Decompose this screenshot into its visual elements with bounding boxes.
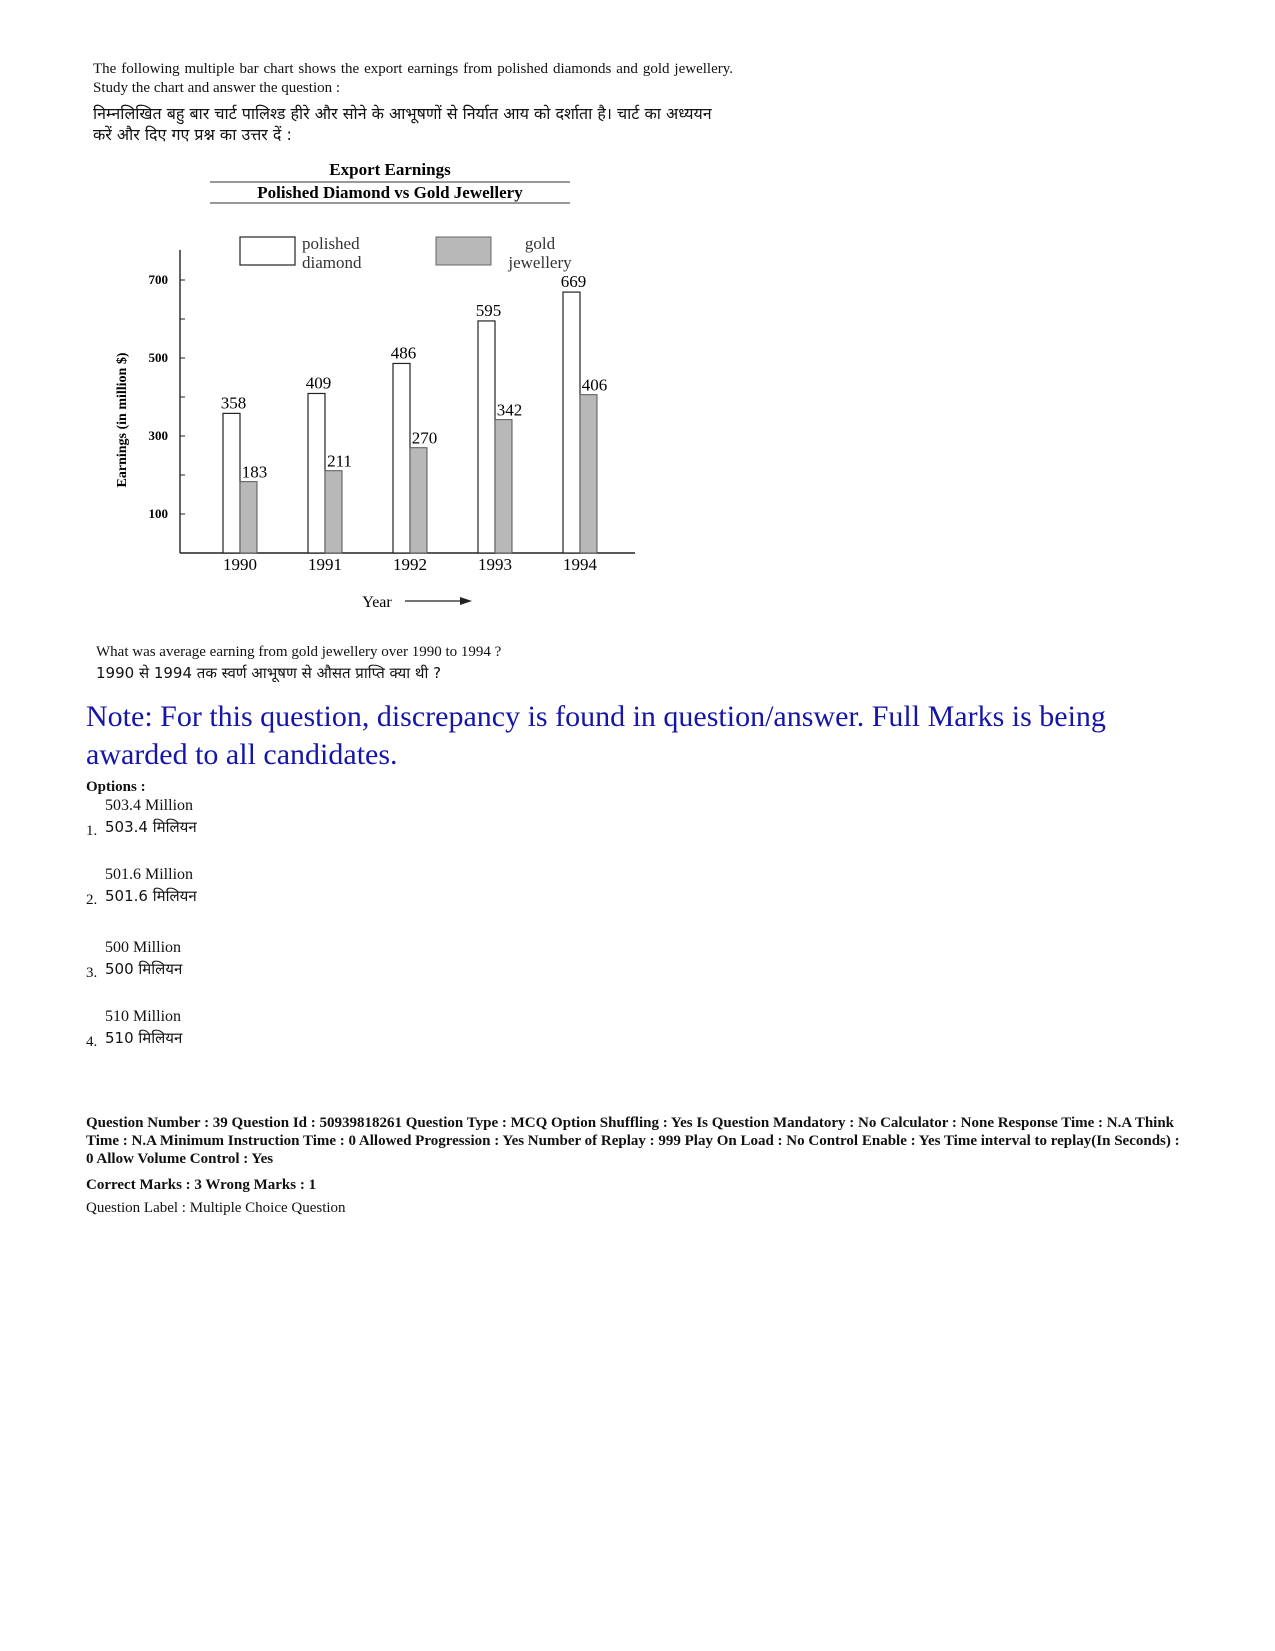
- bar-gold-jewellery: [495, 420, 512, 553]
- question-label: Question Label : Multiple Choice Question: [86, 1200, 346, 1216]
- bar-polished-diamond: [223, 413, 240, 553]
- option-1[interactable]: [86, 797, 386, 857]
- legend-label-gold-jewellery: gold jewellery: [508, 234, 572, 272]
- options-heading: Options :: [86, 779, 146, 795]
- y-axis-label: Earnings (in million $): [115, 352, 130, 488]
- bar-gold-jewellery: [240, 482, 257, 553]
- bar-polished-diamond: [478, 321, 495, 553]
- marks-info: Correct Marks : 3 Wrong Marks : 1: [86, 1177, 317, 1193]
- bar-gold-jewellery: [410, 448, 427, 553]
- x-axis-arrowhead: [460, 597, 472, 605]
- y-tick-label: 300: [148, 428, 168, 443]
- data-label-polished-diamond: 486: [390, 343, 417, 363]
- bar-gold-jewellery: [580, 395, 597, 553]
- question-hindi: 1990 से 1994 तक स्वर्ण आभूषण से औसत प्राप्ति क्या थी ?: [96, 664, 442, 682]
- option-text-hindi: 501.6 मिलियन: [105, 887, 197, 905]
- bar-polished-diamond: [308, 393, 325, 553]
- bar-polished-diamond: [393, 363, 410, 553]
- data-label-polished-diamond: 595: [475, 300, 502, 320]
- data-label-polished-diamond: 358: [220, 393, 247, 413]
- data-label-gold-jewellery: 406: [581, 375, 608, 395]
- option-text-english: 501.6 Million: [105, 866, 194, 883]
- y-tick-label: 100: [148, 506, 168, 521]
- intro-text-english: The following multiple bar chart shows the export earnings from polished diamonds and gold jewellery. Study the chart and answer the question :: [93, 61, 733, 96]
- option-4[interactable]: [86, 1008, 386, 1068]
- x-tick-label: 1994: [563, 555, 597, 574]
- bar-polished-diamond: [563, 292, 580, 553]
- option-number: 2.: [86, 892, 98, 908]
- x-axis-label: Year: [362, 594, 392, 611]
- x-tick-label: 1993: [478, 555, 512, 574]
- chart-title: Export Earnings: [329, 160, 451, 179]
- data-label-gold-jewellery: 183: [241, 462, 268, 482]
- question-metadata: Question Number : 39 Question Id : 50939818261 Question Type : MCQ Option Shuffling : Yes Is Question Mandatory : No Calculator : None Response Time : N.A Think Time : N.A Minimum Instruction Time : 0 Allowed Progression : Yes Number of Replay : 999 Play On Load : No Control Enable : Yes Time interval to replay(In Seconds) : 0 Allow Volume Control : Yes: [86, 1115, 1180, 1167]
- option-text-hindi: 500 मिलियन: [105, 960, 183, 978]
- y-tick-label: 700: [148, 272, 168, 287]
- option-number: 1.: [86, 823, 98, 839]
- option-text-english: 503.4 Million: [105, 797, 194, 814]
- question-english: What was average earning from gold jewellery over 1990 to 1994 ?: [96, 644, 502, 660]
- data-label-gold-jewellery: 211: [327, 451, 352, 471]
- legend-swatch-polished-diamond: [240, 237, 295, 265]
- option-text-hindi: 503.4 मिलियन: [105, 818, 197, 836]
- legend-label-polished-diamond: polished diamond: [302, 234, 362, 272]
- x-tick-label: 1991: [308, 555, 342, 574]
- discrepancy-note: Note: For this question, discrepancy is found in question/answer. Full Marks is being awarded to all candidates.: [86, 700, 1106, 771]
- y-tick-label: 500: [148, 350, 168, 365]
- data-label-polished-diamond: 669: [560, 272, 587, 292]
- data-label-gold-jewellery: 270: [411, 428, 438, 448]
- data-label-gold-jewellery: 342: [496, 400, 523, 420]
- legend-swatch-gold-jewellery: [436, 237, 491, 265]
- option-number: 4.: [86, 1034, 98, 1050]
- intro-text-hindi: निम्नलिखित बहु बार चार्ट पालिश्ड हीरे और सोने के आभूषणों से निर्यात आय को दर्शाता है। चार्ट का अध्ययन करें और दिए गए प्रश्न का उत्तर दें :: [93, 104, 712, 144]
- option-3[interactable]: [86, 939, 386, 999]
- x-tick-label: 1990: [223, 555, 257, 574]
- option-number: 3.: [86, 965, 98, 981]
- bar-gold-jewellery: [325, 471, 342, 553]
- option-text-hindi: 510 मिलियन: [105, 1029, 183, 1047]
- data-label-polished-diamond: 409: [305, 373, 332, 393]
- chart-subtitle: Polished Diamond vs Gold Jewellery: [257, 183, 523, 202]
- x-tick-label: 1992: [393, 555, 427, 574]
- option-2[interactable]: [86, 866, 386, 926]
- option-text-english: 500 Million: [105, 939, 182, 956]
- option-text-english: 510 Million: [105, 1008, 182, 1025]
- export-earnings-bar-chart: [100, 155, 660, 620]
